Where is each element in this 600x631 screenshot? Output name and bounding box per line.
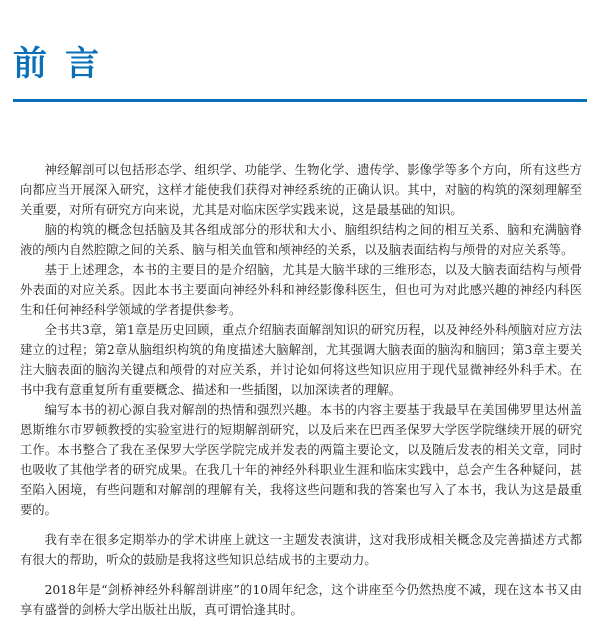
paragraph-3: 基于上述理念，本书的主要目的是介绍脑，尤其是大脑半球的三维形态，以及大脑表面结构与颅骨外表面的对应关系。因此本书主要面向神经外科和神经影像科医生，但也可为对此感兴趣的神经内科医生和任何神经科学领域的学者提供参考。 (20, 263, 582, 317)
paragraph-7: 2018年是“剑桥神经外科解剖讲座”的10周年纪念，这个讲座至今仍然热度不减，现在这本书又由享有盛誉的剑桥大学出版社出版，真可谓恰逢其时。 (20, 583, 582, 617)
preface-body (20, 160, 582, 620)
paragraph-6: 我有幸在很多定期举办的学术讲座上就这一主题发表演讲，这对我形成相关概念及完善描述方式都有很大的帮助，听众的鼓励是我将这些知识总结成书的主要动力。 (20, 533, 582, 567)
page-heading: 前言 (13, 44, 117, 84)
heading-divider (13, 99, 587, 102)
paragraph-4: 全书共3章，第1章是历史回顾，重点介绍脑表面解剖知识的研究历程，以及神经外科颅脑对应方法建立的过程；第2章从脑组织构筑的角度描述大脑解剖，尤其强调大脑表面的脑沟和脑回；第3章主要关注大脑表面的脑沟关键点和颅骨的对应关系，并讨论如何将这些知识应用于现代显微神经外科手术。在书中我有意重复所有重要概念、描述和一些插图，以加深读者的理解。 (20, 323, 582, 397)
paragraph-1: 神经解剖可以包括形态学、组织学、功能学、生物化学、遗传学、影像学等多个方向，所有这些方向都应当开展深入研究，这样才能使我们获得对神经系统的正确认识。其中，对脑的构筑的深刻理解至关重要，对所有研究方向来说，尤其是对临床医学实践来说，这是最基础的知识。 (20, 163, 582, 217)
paragraph-5: 编写本书的初心源自我对解剖的热情和强烈兴趣。本书的内容主要基于我最早在美国佛罗里达州盖恩斯维尔市罗顿教授的实验室进行的短期解剖研究，以及后来在巴西圣保罗大学医学院继续开展的研究工作。本书整合了我在圣保罗大学医学院完成并发表的两篇主要论文，以及随后发表的相关文章，同时也吸收了其他学者的研究成果。在我几十年的神经外科职业生涯和临床实践中，总会产生各种疑问，甚至陷入困境，有些问题和对解剖的理解有关，我将这些问题和我的答案也写入了本书，我认为这是最重要的。 (20, 403, 582, 517)
paragraph-2: 脑的构筑的概念包括脑及其各组成部分的形状和大小、脑组织结构之间的相互关系、脑和充满脑脊液的颅内自然腔隙之间的关系、脑与相关血管和颅神经的关系，以及脑表面结构与颅骨的对应关系等。 (20, 223, 582, 257)
